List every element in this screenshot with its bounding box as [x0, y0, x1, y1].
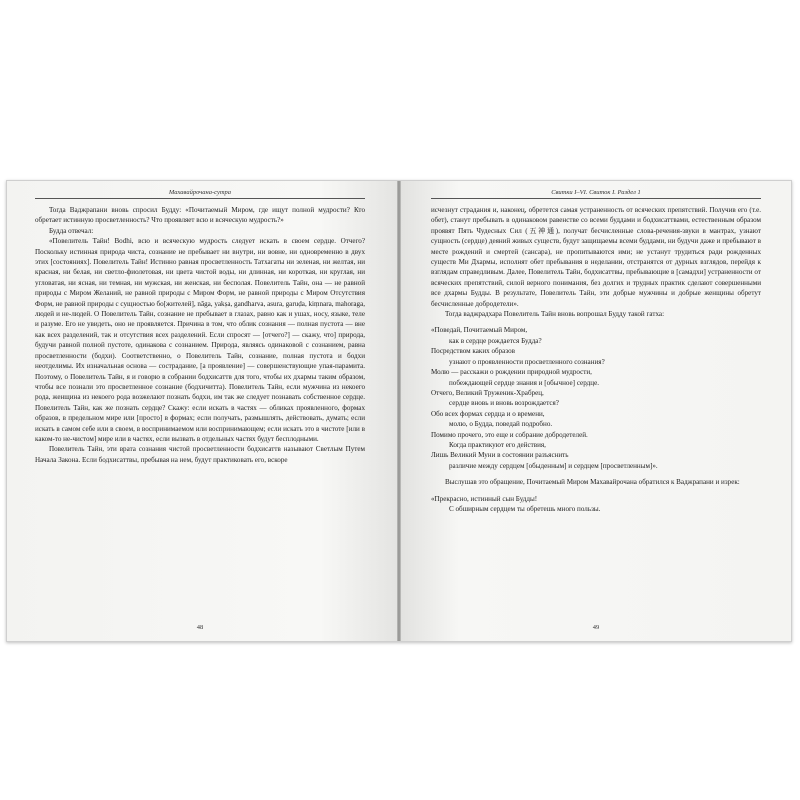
- running-head: Махавайрочана-сутра: [168, 189, 232, 196]
- open-book: [6, 180, 792, 642]
- page-body: [431, 205, 761, 514]
- page-number: 48: [196, 624, 204, 631]
- paragraph: исчезнут страдания и, наконец, обретется самая устраненность от всяческих препятствий. Получив его (т.е. обет), станут пребывать в одинаковом равенстве со всеми буддами и бодхисаттвами, естественным образом проявят Пять Чудесных Сил (五神通), получат бесчисленные слова-речения-звуки в мантрах, узнают сущность (сердце) деяний живых существ, будут защищаемы всеми буддами, ни будучи даже и пребывают в месте рождений и смертей (сансара), не пропитываются ими; не устанут трудиться ради рожденных существ Ми Дхармы, исполнят обет пребывания в неделании, отстранятся от дурных взглядов, перейдя к взглядам справедливым. Далее, Повелитель Тайн, бодхисаттвы, пребывающие в [самадхи] устраненности от всяческих препятствий, силой верного понимания, без долгих и трудных практик сделают совершенными все дхармы Будды. В результате, Повелитель Тайн, эти добрые мужчины и добрые женщины обретут бесчисленные добродетели».: [431, 206, 761, 308]
- page-body: [35, 205, 365, 465]
- verse-line: побеждающей сердце знания и [обычное] сердце.: [449, 378, 599, 387]
- verse-line: «Поведай, Почитаемый Миром,: [431, 326, 528, 335]
- verse-line: Лишь Великий Муни в состоянии разъяснить: [431, 451, 569, 460]
- verse-line: Когда практикуют его действия,: [449, 440, 546, 449]
- verse-block: [431, 325, 761, 471]
- paragraph: Тогда Ваджрапани вновь спросил Будду: «Почитаемый Миром, где ищут полной мудрости? Кто обретает истинную просветленность? Что проявляет всю и всяческую мудрость?»: [35, 206, 365, 225]
- verse-line: Посредством каких образов: [431, 347, 515, 356]
- right-page: [401, 181, 791, 641]
- header-rule: [431, 198, 761, 199]
- verse-line: Отчего, Великий Труженик-Храбрец,: [431, 388, 544, 397]
- verse-line: как в сердце рождается Будда?: [449, 336, 542, 345]
- verse-line: молю, о Будда, поведай подробно.: [449, 420, 553, 429]
- header-rule: [35, 198, 365, 199]
- running-head: Свитки I–VI. Свиток I. Раздел 1: [551, 189, 641, 196]
- verse-line: узнают о проявленности просветленного сознания?: [449, 357, 605, 366]
- verse-line: С обширным сердцем ты обретешь много пользы.: [449, 504, 601, 513]
- paragraph: Будда отвечал:: [49, 226, 94, 235]
- verse-line: различие между сердцем [обыденным] и сердцем [просветленным]».: [449, 461, 658, 470]
- verse-line: Обо всех формах сердца и о времени,: [431, 409, 545, 418]
- verse-line: сердце вновь и вновь возрождается?: [449, 399, 559, 408]
- page-number: 49: [592, 624, 600, 631]
- paragraph: Повелитель Тайн, эти врата сознания чистой просветленности бодхисаттв называют Светлым Путем Начала Закона. Если бодхисаттвы, пребывая на нем, будут практиковать его, вскоре: [35, 445, 365, 464]
- paragraph: Выслушав это обращение, Почитаемый Миром Махавайрочана обратился к Ваджрапани и изрек:: [445, 478, 740, 487]
- verse-block: [431, 494, 761, 515]
- paragraph: «Повелитель Тайн! Bodhi, всю и всяческую мудрость следует искать в своем сердце. Отчего? Поскольку истинная природа чиста, сознание не пребывает ни внутри, ни вовне, ни одновременно в двух этих [состояниях]. Повелитель Тайн! Истинно равная просветленность Татхагаты ни зеленая, ни желтая, ни красная, ни белая, ни светло-фиолетовая, ни цвета чистой воды, ни длинная, ни короткая, ни круглая, ни угловатая, ни ясная, ни темная, ни мужская, ни женская, ни бесполая. Повелитель Тайн, она — не равной природы с Миром Желаний, не равной природы с Миром Форм, не равной природы с Миром Отсутствия Форм, не равной природы с сущностью бо[жителей], nāga, yakṣa, gandharva, asura, garuḍa, kiṃnara, mahoraga, людей и не-людей. О Повелитель Тайн, сознание не пребывает в глазах, равно как и ушах, носу, языке, теле и разуме. Его не увидеть, оно не проявляется. Причина в том, что облик сознания — полная пустота — вне как всех разделений, так и отсутствия всех разделений. Если спросят — [отчего?] — скажу, что] природа, будучи равной полной пустоте, одинакова с сознанием. Природа, являясь одинаковой с сознанием, равна просветленности (бодхи). Соответственно, о Повелитель Тайн, сознание, полная пустота и бодхи неотделимы. Их изначальная основа — сострадание, [а проявление] — совершенствующие упая-парамита. Поэтому, о Повелитель Тайн, я и говорю в собрании бодхисаттв для того, чтобы их дхармы таким образом, чтобы все познали это просветленное сознание (бодхичитта). Повелитель Тайн, если мужчина из некоего рода, женщина из некоего рода возжелают познать бодхи, им так же следует познавать собственное сердце. Повелитель Тайн, как же познать сердце? Скажу: если искать в частях — обликах проявленного, формах образов, в предельном мире или [просто] в формах; если получать, размышлять, действовать, думать; если искать в самом себе или в своем, в воспринимаемом или воспринимающем; если искать это в чистоте [или в каком-то не-чистом] мире или в частях, если вызвать в отдельных частях будут бесплодными.: [35, 237, 366, 443]
- paragraph: Тогда ваджрадхара Повелитель Тайн вновь вопрошал Будду такой гатха:: [445, 310, 665, 319]
- verse-line: Помимо прочего, это еще и собрание добродетелей.: [431, 430, 588, 439]
- left-page: [7, 181, 397, 641]
- verse-line: Молю — расскажи о рождении природной мудрости,: [431, 368, 592, 377]
- verse-line: «Прекрасно, истинный сын Будды!: [431, 494, 538, 503]
